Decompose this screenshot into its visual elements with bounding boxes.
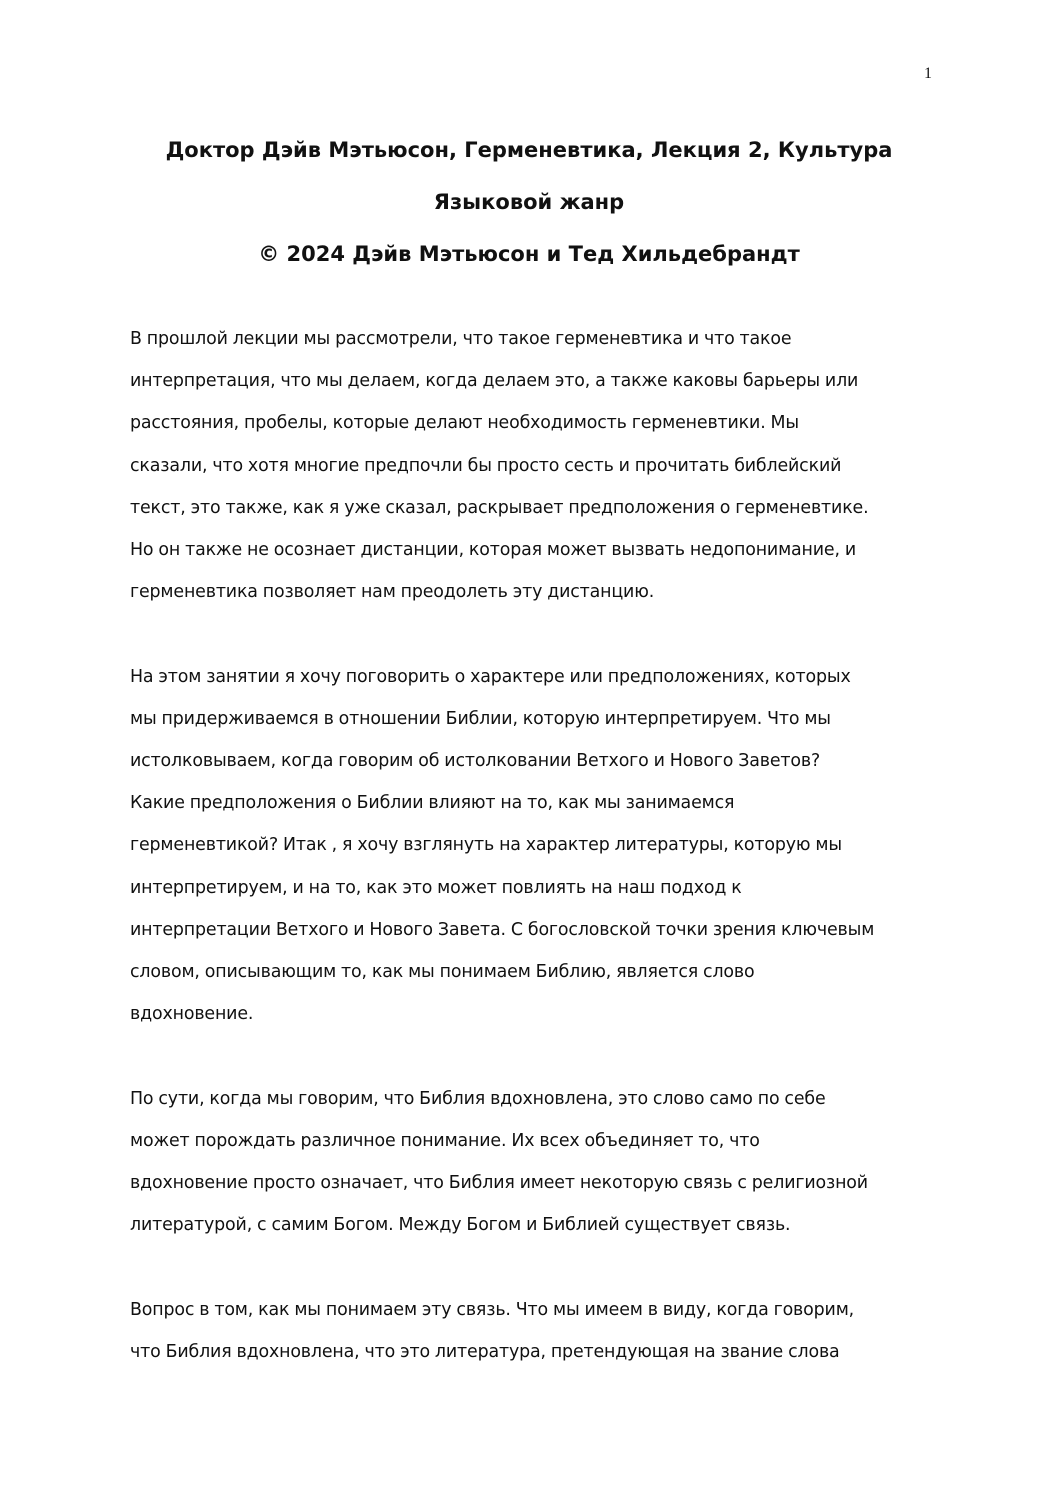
text-line: вдохновение. [130, 1004, 254, 1025]
text-line: герменевтика позволяет нам преодолеть эту дистанцию. [130, 582, 655, 603]
text-line: словом, описывающим то, как мы понимаем Библию, является слово [130, 962, 755, 983]
text-line: вдохновение просто означает, что Библия имеет некоторую связь с религиозной [130, 1173, 868, 1194]
paragraph-3 [130, 1078, 936, 1247]
text-line: истолковываем, когда говорим об истолковании Ветхого и Нового Заветов? [130, 751, 821, 772]
title-line-1: Доктор Дэйв Мэтьюсон, Герменевтика, Лекция 2, Культура [165, 138, 893, 162]
copyright-line: © 2024 Дэйв Мэтьюсон и Тед Хильдебрандт [258, 242, 800, 266]
text-line: интерпретация, что мы делаем, когда делаем это, а также каковы барьеры или [130, 371, 859, 392]
page-number: 1 [924, 65, 932, 82]
text-line: мы придерживаемся в отношении Библии, которую интерпретируем. Что мы [130, 708, 831, 729]
document-title [100, 124, 958, 280]
paragraph-4 [130, 1289, 936, 1373]
text-line: Какие предположения о Библии влияют на то, как мы занимаемся [130, 793, 735, 814]
text-line: Вопрос в том, как мы понимаем эту связь. Что мы имеем в виду, когда говорим, [130, 1299, 855, 1320]
text-line: что Библия вдохновлена, что это литература, претендующая на звание слова [130, 1341, 840, 1362]
text-line: На этом занятии я хочу поговорить о характере или предположениях, которых [130, 666, 851, 687]
title-line-2: Языковой жанр [433, 190, 625, 214]
document-body [130, 318, 936, 1415]
text-line: текст, это также, как я уже сказал, раскрывает предположения о герменевтике. [130, 497, 869, 518]
text-line: сказали, что хотя многие предпочли бы просто сесть и прочитать библейский [130, 455, 842, 476]
text-line: По сути, когда мы говорим, что Библия вдохновлена, это слово само по себе [130, 1088, 826, 1109]
text-line: интерпретации Ветхого и Нового Завета. С богословской точки зрения ключевым [130, 919, 875, 940]
text-line: интерпретируем, и на то, как это может повлиять на наш подход к [130, 877, 742, 898]
text-line: В прошлой лекции мы рассмотрели, что такое герменевтика и что такое [130, 329, 792, 349]
text-line: расстояния, пробелы, которые делают необходимость герменевтики. Мы [130, 413, 799, 434]
text-line: литературой, с самим Богом. Между Богом и Библией существует связь. [130, 1215, 791, 1236]
paragraph-2 [130, 656, 936, 1036]
text-line: Но он также не осознает дистанции, которая может вызвать недопонимание, и [130, 540, 856, 561]
text-line: герменевтикой? Итак , я хочу взглянуть на характер литературы, которую мы [130, 835, 842, 856]
text-line: может порождать различное понимание. Их всех объединяет то, что [130, 1130, 760, 1151]
paragraph-1 [130, 318, 936, 613]
